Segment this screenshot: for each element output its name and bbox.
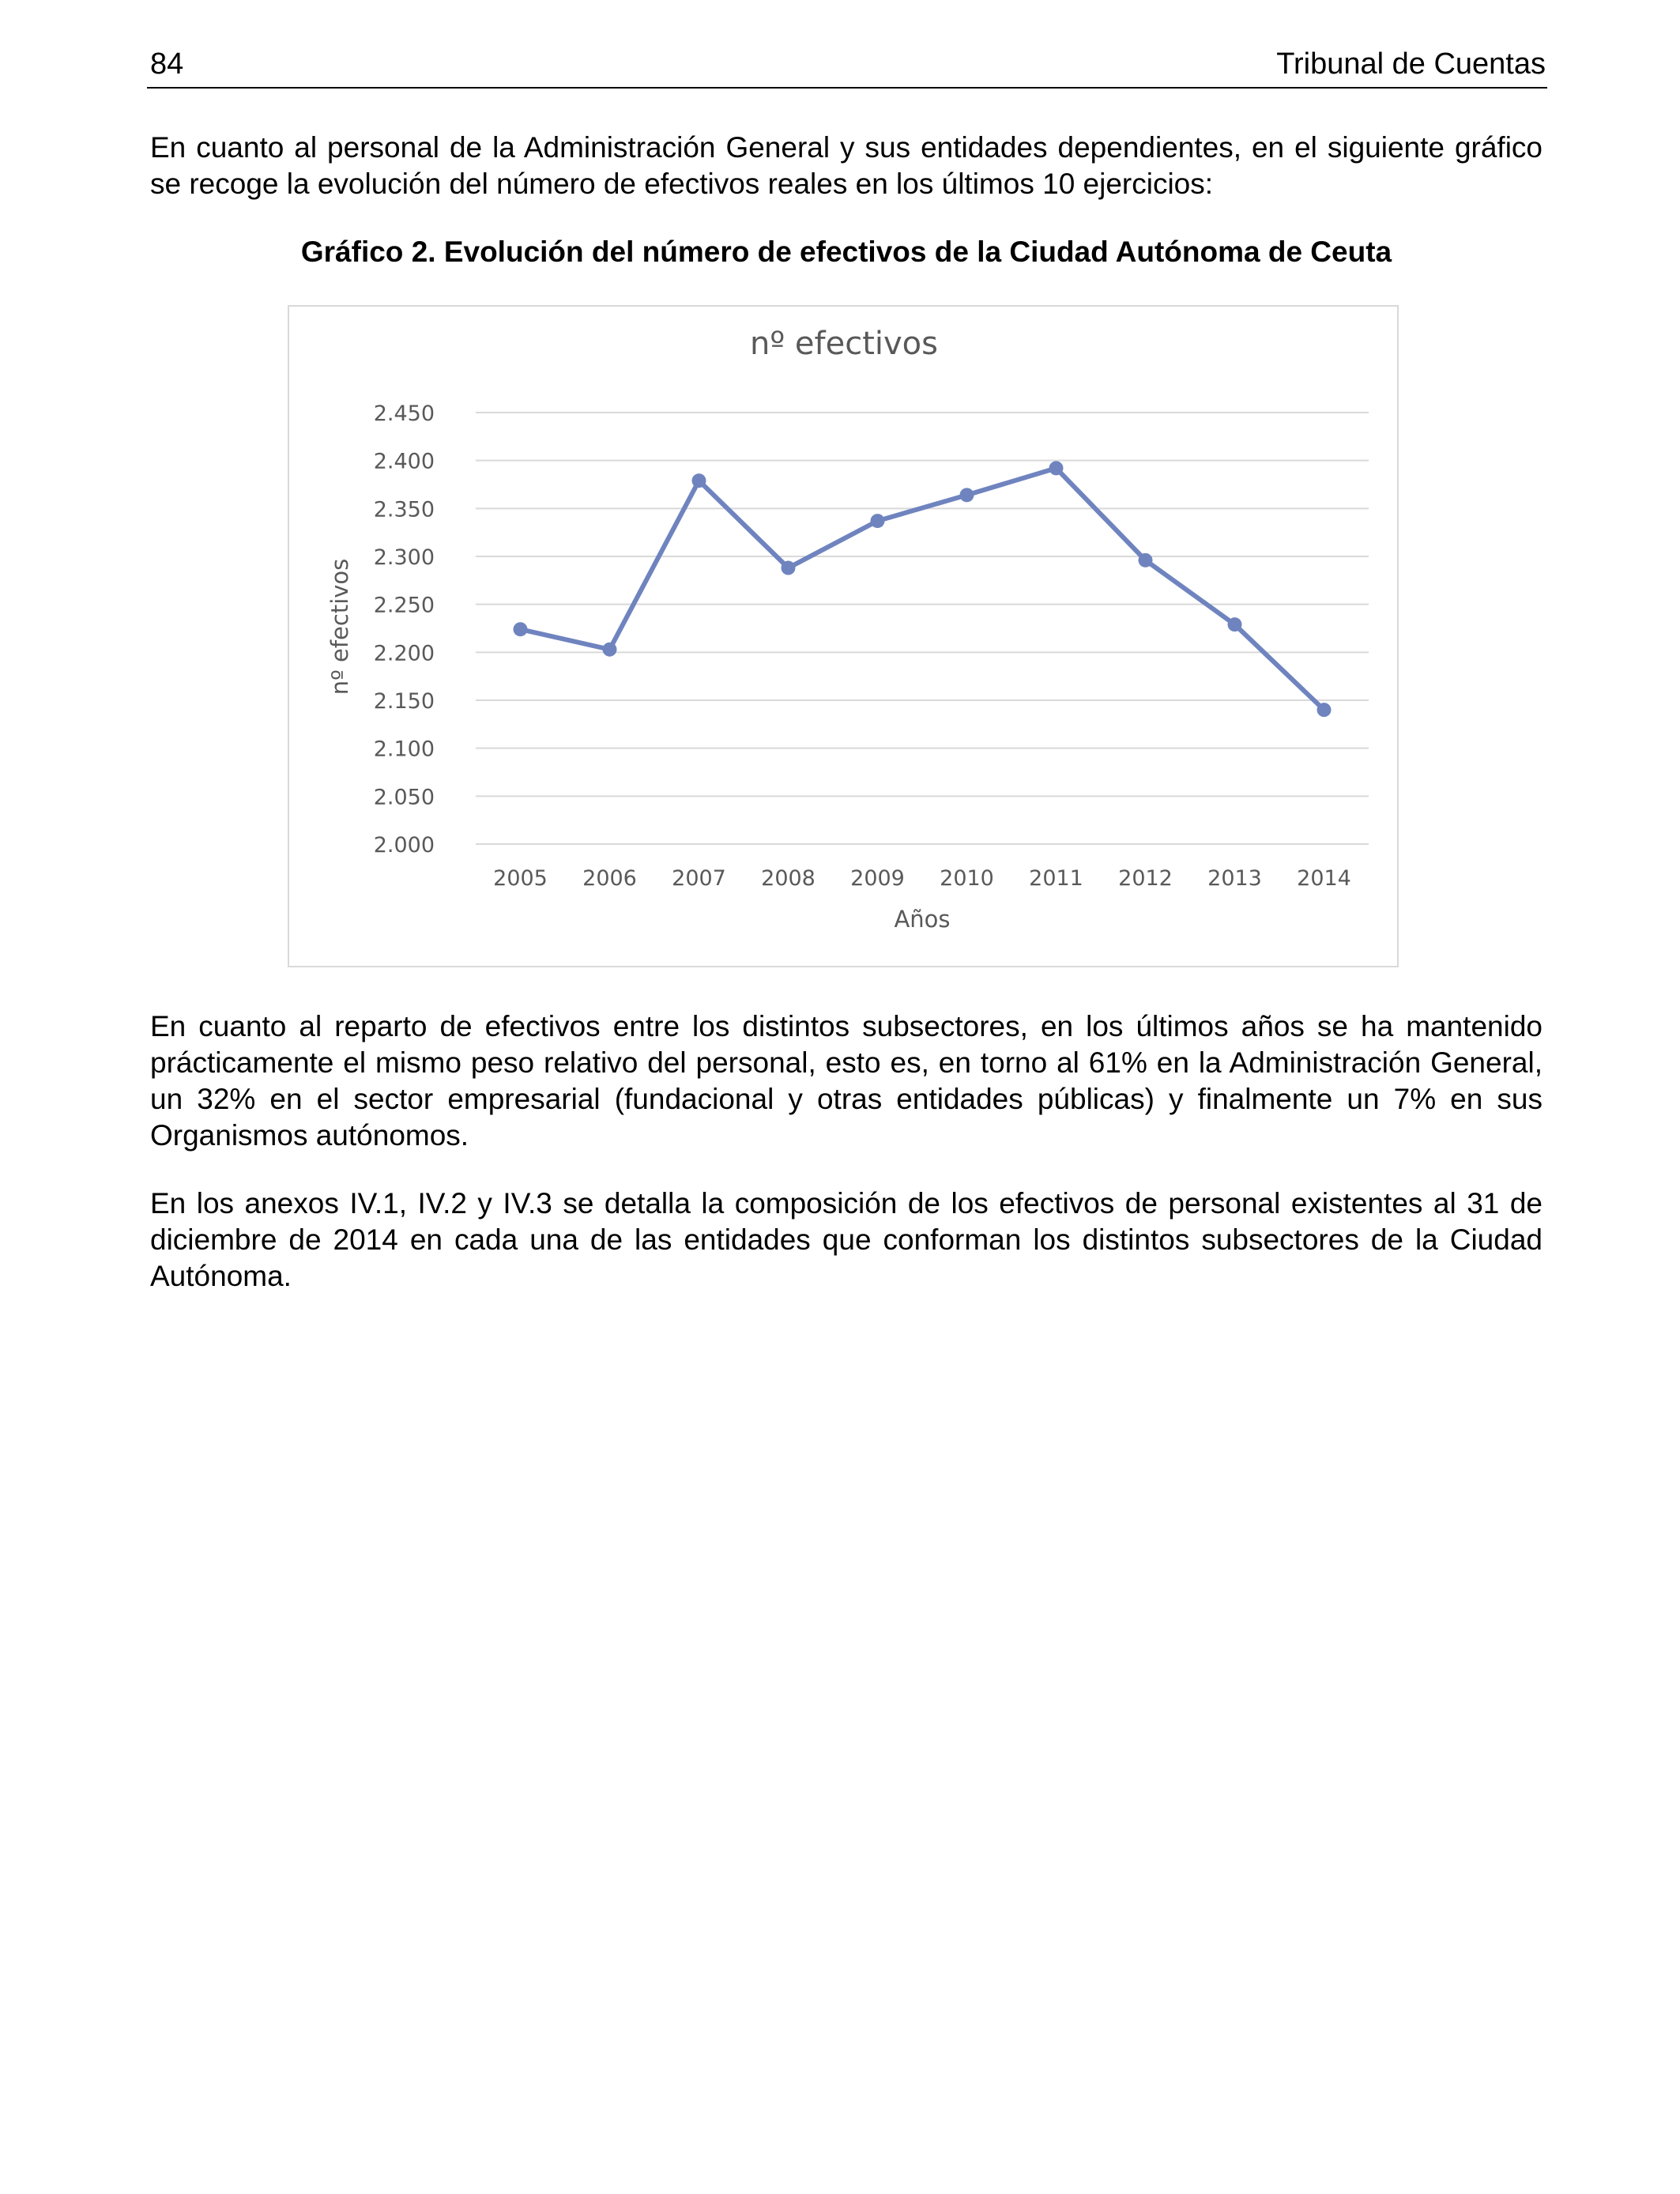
y-tick-label: 2.250 [373, 593, 435, 618]
intro-paragraph: En cuanto al personal de la Administración General y sus entidades dependientes, en el siguiente gráfico se recoge la evolución del número de efectivos reales en los últimos 10 ejercicios: [150, 131, 1543, 200]
x-axis-ticks [493, 866, 1351, 891]
x-tick-label: 2008 [761, 866, 816, 891]
x-tick-label: 2005 [493, 866, 548, 891]
x-tick-label: 2010 [940, 866, 994, 891]
line-chart [288, 305, 1399, 967]
data-point [871, 514, 885, 528]
y-tick-label: 2.050 [373, 785, 435, 810]
x-tick-label: 2013 [1207, 866, 1262, 891]
x-tick-label: 2007 [672, 866, 726, 891]
x-tick-label: 2014 [1297, 866, 1351, 891]
y-axis-ticks [374, 401, 435, 858]
data-point [782, 561, 796, 575]
data-point [692, 473, 706, 488]
data-point [960, 488, 974, 502]
data-point [1317, 703, 1332, 717]
anexos-paragraph: En los anexos IV.1, IV.2 y IV.3 se detalla la composición de los efectivos de personal existentes al 31 de diciembre de 2014 en cada una de las entidades que conforman los distintos subsectores de la Ciudad Autónoma. [150, 1187, 1543, 1292]
reparto-paragraph: En cuanto al reparto de efectivos entre los distintos subsectores, en los últimos años se ha mantenido prácticamente el mismo peso relativo del personal, esto es, en torno al 61% en la Administración General, un 32% en el sector empresarial (fundacional y otras entidades públicas) y finalmente un 7% en sus Organismos autónomos. [150, 1010, 1543, 1152]
data-point [514, 622, 528, 636]
data-point [603, 643, 617, 657]
data-point [1228, 617, 1242, 631]
header-rule [147, 87, 1547, 89]
y-tick-label: 2.150 [373, 689, 435, 714]
data-point [1139, 553, 1153, 567]
y-tick-label: 2.100 [373, 737, 435, 762]
x-axis-label: Años [894, 906, 951, 933]
x-tick-label: 2011 [1029, 866, 1083, 891]
figure-caption: Gráfico 2. Evolución del número de efectivos de la Ciudad Autónoma de Ceuta [300, 236, 1392, 268]
page-number: 84 [150, 47, 184, 81]
y-tick-label: 2.000 [373, 833, 435, 858]
chart-title: nº efectivos [750, 326, 938, 362]
x-tick-label: 2012 [1118, 866, 1173, 891]
y-axis-label: nº efectivos [326, 558, 353, 696]
y-tick-label: 2.450 [373, 401, 435, 426]
series-layer [514, 461, 1332, 717]
running-header-title: Tribunal de Cuentas [1276, 47, 1546, 81]
x-tick-label: 2009 [850, 866, 905, 891]
series-line [521, 468, 1324, 710]
data-point [1049, 461, 1064, 475]
x-tick-label: 2006 [582, 866, 637, 891]
chart-canvas [289, 307, 1397, 966]
y-tick-label: 2.350 [373, 497, 435, 522]
y-tick-label: 2.300 [373, 545, 435, 570]
y-tick-label: 2.200 [373, 641, 435, 666]
y-tick-label: 2.400 [373, 449, 435, 474]
